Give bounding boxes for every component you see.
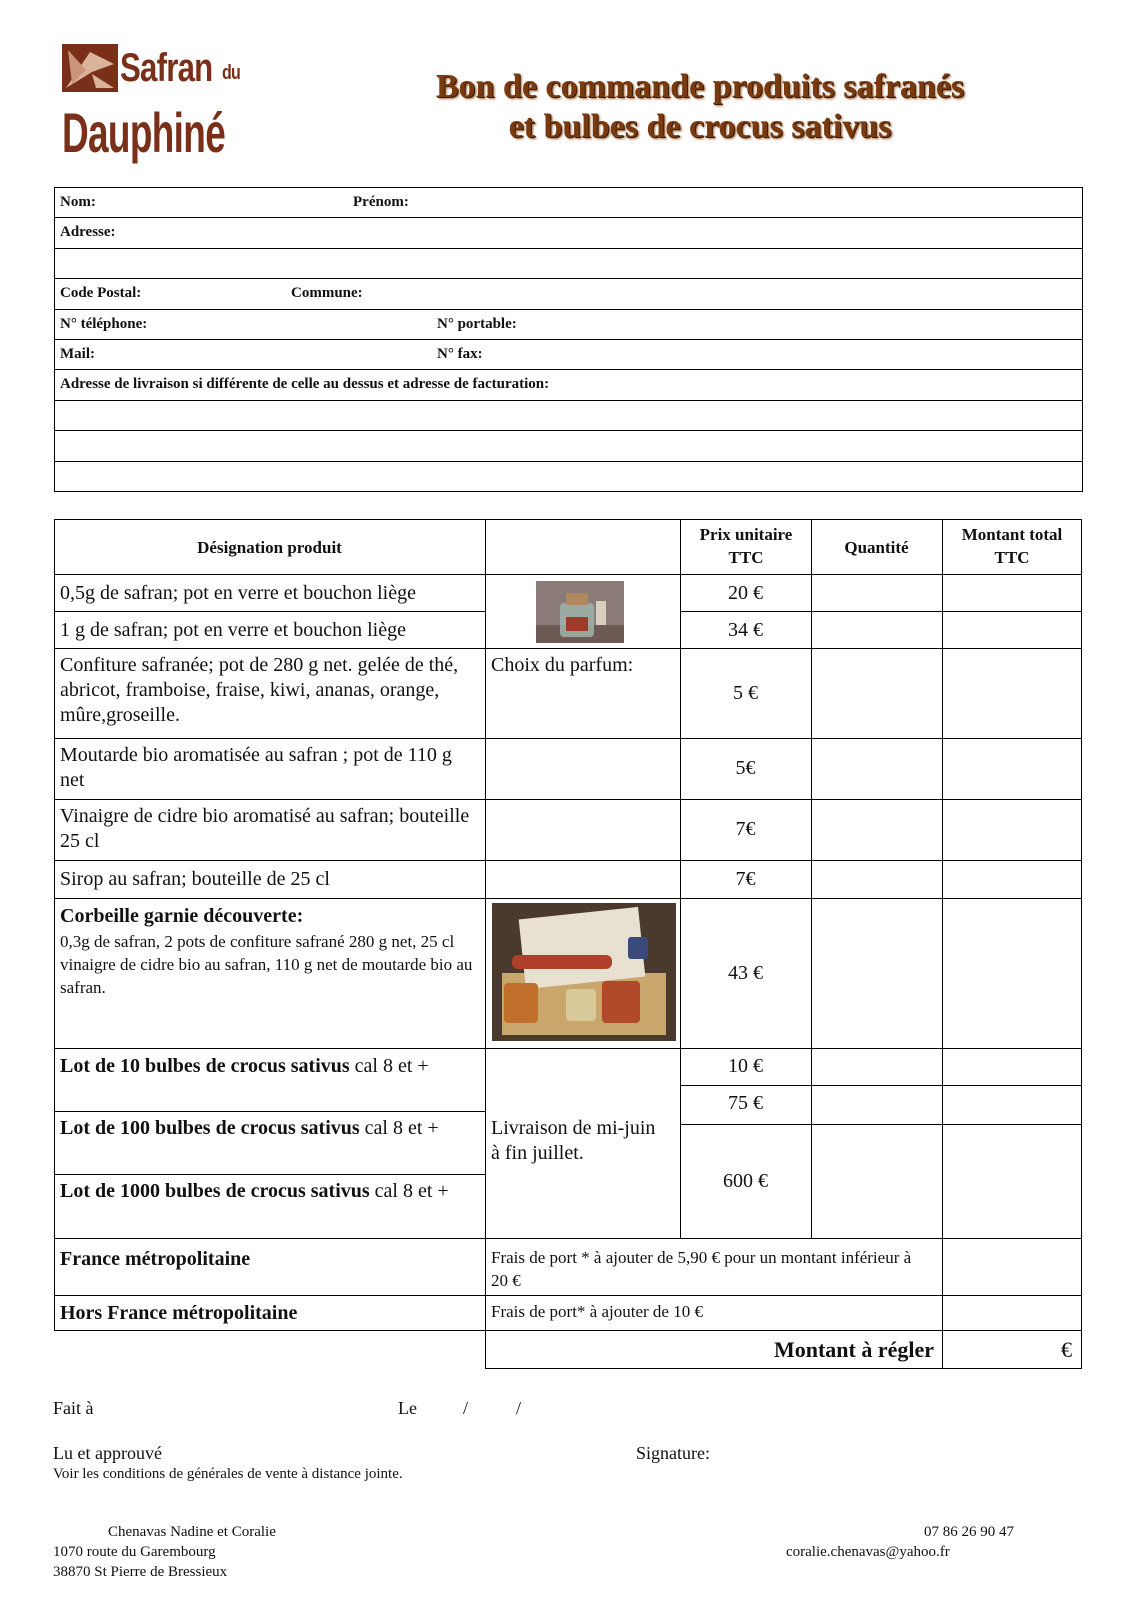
customer-info-table	[54, 187, 1083, 492]
total-currency[interactable]: €	[1061, 1337, 1072, 1362]
label-nom: Nom:	[60, 194, 96, 210]
saffron-jar-photo	[536, 581, 624, 643]
product-bulbs-1000: Lot de 1000 bulbes de crocus sativus cal 8 et +	[60, 1180, 449, 1202]
price-moutarde: 5€	[735, 757, 756, 779]
logo-text-du: du	[222, 62, 240, 84]
label-code-postal: Code Postal:	[60, 285, 142, 302]
signature-label[interactable]: Signature:	[636, 1443, 710, 1463]
page-title-line1: Bon de commande produits safranés	[435, 68, 965, 105]
contact-names: Chenavas Nadine et Coralie	[108, 1524, 276, 1540]
info-row-name[interactable]	[55, 188, 1082, 218]
info-row-phone[interactable]	[55, 310, 1082, 340]
product-corbeille-title: Corbeille garnie découverte:	[60, 905, 304, 927]
price-saffron-05g: 20 €	[728, 582, 763, 604]
label-prenom: Prénom:	[353, 194, 409, 210]
info-row-address[interactable]	[55, 218, 1082, 248]
label-fax: N° fax:	[437, 345, 483, 362]
label-livraison: Adresse de livraison si différente de celle au dessus et adresse de facturation:	[60, 376, 550, 393]
price-bulbs-10: 10 €	[728, 1055, 763, 1077]
date-slash-2: /	[516, 1398, 522, 1418]
conditions-note: Voir les conditions de générales de vente à distance jointe.	[53, 1466, 403, 1482]
contact-address-2: 38870 St Pierre de Bressieux	[53, 1564, 228, 1580]
product-saffron-1g: 1 g de safran; pot en verre et bouchon liège	[60, 619, 406, 641]
price-corbeille: 43 €	[728, 962, 763, 984]
header-prix: Prix unitaire TTC	[699, 525, 793, 567]
product-saffron-05g: 0,5g de safran; pot en verre et bouchon liège	[60, 582, 416, 604]
logo-text-safran: Safran	[120, 46, 213, 90]
company-logo	[62, 38, 252, 168]
header-montant: Montant total TTC	[961, 525, 1063, 567]
info-row-delivery-3[interactable]	[55, 431, 1082, 461]
logo-text-dauphine: Dauphiné	[62, 101, 226, 164]
info-row-delivery[interactable]	[55, 370, 1082, 400]
shipping-hors-fee: Frais de port* à ajouter de 10 €	[491, 1302, 703, 1321]
product-bulbs-100: Lot de 100 bulbes de crocus sativus cal 8 et +	[60, 1117, 439, 1139]
label-commune: Commune:	[291, 285, 363, 302]
info-row-mail[interactable]	[55, 340, 1082, 370]
info-row-address-2[interactable]	[55, 249, 1082, 279]
price-sirop: 7€	[735, 868, 756, 890]
fait-a-label: Fait à	[53, 1398, 94, 1418]
page-title-line2: et bulbes de crocus sativus	[508, 108, 892, 145]
lu-approuve-label: Lu et approuvé	[53, 1443, 162, 1463]
logo-emblem-icon	[62, 44, 118, 92]
label-telephone: N° téléphone:	[60, 315, 148, 332]
contact-email[interactable]: coralie.chenavas@yahoo.fr	[786, 1544, 950, 1560]
product-confiture: Confiture safranée; pot de 280 g net. gelée de thé, abricot, framboise, fraise, kiwi, ananas, orange, mûre,groseille.	[60, 654, 459, 726]
label-portable: N° portable:	[437, 315, 517, 332]
confiture-choice-label: Choix du parfum:	[491, 654, 634, 676]
price-bulbs-1000: 600 €	[723, 1170, 768, 1192]
total-label: Montant à régler	[773, 1337, 934, 1362]
product-bulbs-10: Lot de 10 bulbes de crocus sativus cal 8 et +	[60, 1055, 429, 1077]
price-saffron-1g: 34 €	[728, 619, 763, 641]
date-label: Le	[398, 1398, 417, 1418]
price-bulbs-100: 75 €	[728, 1092, 763, 1114]
contact-address-1: 1070 route du Garembourg	[53, 1544, 216, 1560]
products-table	[54, 519, 1082, 1369]
product-corbeille-desc: 0,3g de safran, 2 pots de confiture safrané 280 g net, 25 cl vinaigre de cidre bio au safran, 110 g net de moutarde bio au safran.	[60, 932, 473, 997]
price-confiture: 5 €	[733, 682, 758, 704]
date-slash-1: /	[463, 1398, 469, 1418]
shipping-france-fee: Frais de port * à ajouter de 5,90 € pour un montant inférieur à 20 €	[491, 1248, 912, 1290]
header-designation: Désignation produit	[197, 538, 342, 557]
header-quantite: Quantité	[844, 538, 909, 557]
gift-basket-photo	[492, 903, 676, 1041]
product-vinaigre: Vinaigre de cidre bio aromatisé au safran; bouteille 25 cl	[60, 805, 470, 852]
product-moutarde: Moutarde bio aromatisée au safran ; pot de 110 g net	[60, 744, 452, 791]
info-row-postal[interactable]	[55, 279, 1082, 309]
info-row-delivery-2[interactable]	[55, 401, 1082, 431]
bulbs-delivery-note: Livraison de mi-juin à fin juillet.	[491, 1117, 656, 1164]
shipping-hors-label: Hors France métropolitaine	[60, 1302, 298, 1324]
shipping-france-label: France métropolitaine	[60, 1248, 251, 1270]
info-row-delivery-4[interactable]	[55, 462, 1082, 491]
label-adresse: Adresse:	[60, 224, 116, 241]
price-vinaigre: 7€	[735, 818, 756, 840]
contact-phone: 07 86 26 90 47	[924, 1524, 1014, 1540]
product-sirop: Sirop au safran; bouteille de 25 cl	[60, 868, 330, 890]
label-mail: Mail:	[60, 345, 95, 362]
